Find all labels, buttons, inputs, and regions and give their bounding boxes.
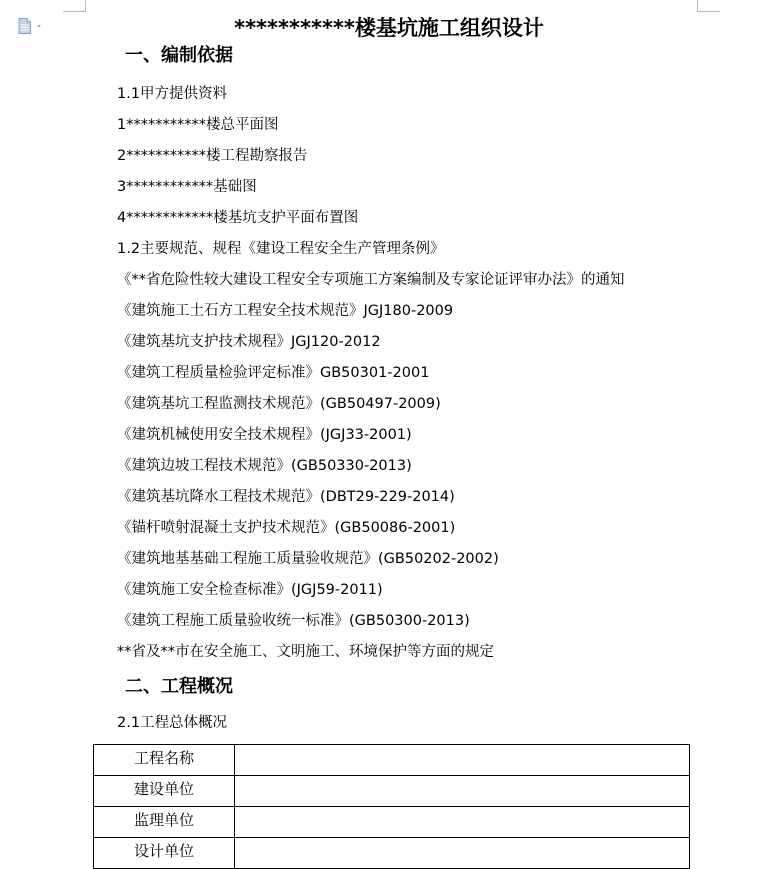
basis-line: 《**省危险性较大建设工程安全专项施工方案编制及专家论证评审办法》的通知: [117, 272, 625, 288]
crop-mark-left: [63, 0, 86, 12]
table-label-cell: 监理单位: [94, 807, 235, 838]
table-row: [94, 776, 690, 807]
table-row: [94, 745, 690, 776]
basis-line: 1***********楼总平面图: [117, 117, 279, 133]
basis-line: **省及**市在安全施工、文明施工、环境保护等方面的规定: [117, 644, 494, 660]
basis-line: 《建筑基坑工程监测技术规范》(GB50497-2009): [117, 396, 441, 412]
project-overview-table: [93, 744, 690, 869]
basis-line: 4************楼基坑支护平面布置图: [117, 210, 359, 226]
table-row: [94, 838, 690, 869]
basis-line: 2***********楼工程勘察报告: [117, 148, 308, 164]
table-label-cell: 设计单位: [94, 838, 235, 869]
crop-mark-right: [697, 0, 720, 12]
table-label-cell: 工程名称: [94, 745, 235, 776]
document-title: ***********楼基坑施工组织设计: [234, 16, 544, 40]
basis-line: 《锚杆喷射混凝土支护技术规范》(GB50086-2001): [117, 520, 456, 536]
basis-line: 《建筑地基基础工程施工质量验收规范》(GB50202-2002): [117, 551, 499, 567]
table-value-cell[interactable]: [235, 776, 690, 807]
basis-line: 1.2主要规范、规程《建设工程安全生产管理条例》: [117, 241, 445, 257]
basis-line: 《建筑基坑降水工程技术规范》(DBT29-229-2014): [117, 489, 455, 505]
basis-line: 《建筑边坡工程技术规范》(GB50330-2013): [117, 458, 412, 474]
basis-line: 1.1甲方提供资料: [117, 86, 228, 102]
table-row: [94, 807, 690, 838]
subsection-heading-overview: 2.1工程总体概况: [117, 715, 228, 731]
basis-line: 《建筑工程质量检验评定标准》GB50301-2001: [117, 365, 430, 381]
table-value-cell[interactable]: [235, 838, 690, 869]
basis-line: 《建筑施工土石方工程安全技术规范》JGJ180-2009: [117, 303, 454, 319]
basis-list: [117, 80, 625, 669]
basis-line: 3************基础图: [117, 179, 257, 195]
table-label-cell: 建设单位: [94, 776, 235, 807]
basis-line: 《建筑工程施工质量验收统一标准》(GB50300-2013): [117, 613, 470, 629]
table-value-cell[interactable]: [235, 745, 690, 776]
table-value-cell[interactable]: [235, 807, 690, 838]
section-heading-basis: 一、编制依据: [125, 45, 233, 66]
basis-line: 《建筑施工安全检查标准》(JGJ59-2011): [117, 582, 383, 598]
basis-line: 《建筑基坑支护技术规程》JGJ120-2012: [117, 334, 381, 350]
section-heading-overview: 二、工程概况: [125, 676, 233, 697]
basis-line: 《建筑机械使用安全技术规程》(JGJ33-2001): [117, 427, 412, 443]
